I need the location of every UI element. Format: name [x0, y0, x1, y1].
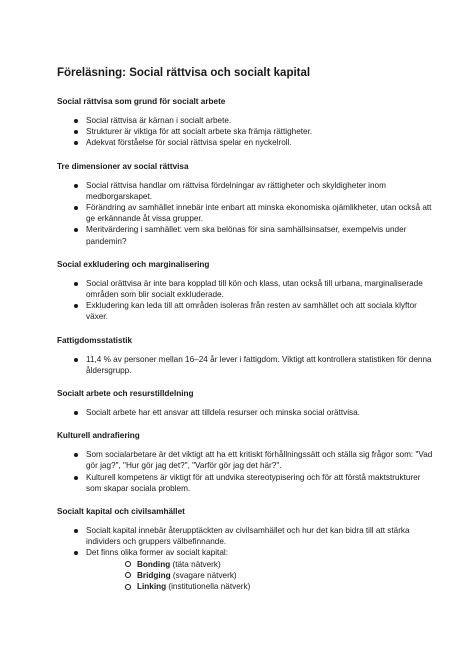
- section-heading: Tre dimensioner av social rättvisa: [57, 161, 189, 171]
- bullet-list: [57, 278, 434, 323]
- bullet-icon: [74, 130, 78, 134]
- bullet-icon: [74, 282, 78, 286]
- circle-bullet-icon: [125, 572, 131, 578]
- bullet-list: [57, 449, 434, 494]
- bullet-icon: [74, 228, 78, 232]
- list-item: Social rättvisa är kärnan i socialt arbete.: [57, 115, 434, 126]
- bullet-icon: [74, 411, 78, 415]
- bullet-list: [57, 354, 434, 376]
- circle-bullet-icon: [125, 584, 131, 590]
- sub-list-item: Linking (institutionella nätverk): [86, 581, 434, 592]
- bullet-icon: [74, 358, 78, 362]
- bullet-icon: [74, 476, 78, 480]
- section-heading: Fattigdomsstatistik: [57, 335, 133, 345]
- section-heading: Social rättvisa som grund för socialt arbete: [57, 97, 226, 106]
- list-item: 11,4 % av personer mellan 16–24 år lever i fattigdom. Viktigt att kontrollera statistiken för denna åldersgrupp.: [57, 354, 434, 376]
- list-item: Strukturer är viktiga för att socialt arbete ska främja rättigheter.: [57, 126, 434, 137]
- list-item: Det finns olika former av socialt kapital: Bonding (täta nätverk) Bridging (svagare nätverk) Linking (institutionella nätverk): [57, 547, 434, 592]
- bullet-list: [57, 115, 434, 149]
- list-item: Socialt arbete har ett ansvar att tilldela resurser och minska social orättvisa.: [57, 407, 434, 418]
- sub-list-item: Bonding (täta nätverk): [86, 559, 434, 570]
- section-heading: Socialt arbete och resurstilldelning: [57, 389, 194, 399]
- list-item: Social orättvisa är inte bara kopplad till kön och klass, utan också till urbana, marginaliserade områden som blir socialt exkluderade.: [57, 278, 434, 300]
- list-item: Social rättvisa handlar om rättvisa fördelningar av rättigheter och skyldigheter inom medborgarskapet.: [57, 180, 434, 202]
- bullet-icon: [74, 184, 78, 188]
- bullet-list: [57, 407, 434, 418]
- list-item: Exkludering kan leda till att områden isoleras från resten av samhället och att sociala klyftor växer.: [57, 300, 434, 322]
- bullet-list: [57, 525, 434, 592]
- bullet-icon: [74, 206, 78, 210]
- list-item: Som socialarbetare är det viktigt att ha ett kritiskt förhållningssätt och ställa sig frågor som: "Vad gör jag?", "Hur gör jag det?", "Varför gör jag det här?".: [57, 449, 434, 471]
- list-item: Adekvat förståelse för social rättvisa spelar en nyckelroll.: [57, 137, 434, 148]
- section-heading: Socialt kapital och civilsamhället: [57, 507, 185, 517]
- bullet-icon: [74, 304, 78, 308]
- list-item: Socialt kapital innebär återupptäckten av civilsamhället och hur det kan bidra till att stärka individers och gruppers välbefinnande.: [57, 525, 434, 547]
- section-heading: Kulturell andrafiering: [57, 431, 140, 441]
- list-item: Förändring av samhället innebär inte enbart att minska ekonomiska ojämlikheter, utan också att ge erkännande åt vissa grupper.: [57, 202, 434, 224]
- list-item: Meritvärdering i samhället: vem ska belönas för sina samhällsinsatser, exempelvis under pandemin?: [57, 224, 434, 246]
- section-heading: Social exkludering och marginalisering: [57, 259, 210, 269]
- sub-list-item: Bridging (svagare nätverk): [86, 570, 434, 581]
- list-item: Kulturell kompetens är viktigt för att undvika stereotypisering och för att förstå maktstrukturer som skapar sociala problem.: [57, 472, 434, 494]
- bullet-icon: [74, 141, 78, 145]
- bullet-icon: [74, 551, 78, 555]
- circle-bullet-icon: [125, 561, 131, 567]
- bullet-list: [57, 180, 434, 247]
- sub-bullet-list: [86, 559, 434, 593]
- bullet-icon: [74, 119, 78, 123]
- bullet-icon: [74, 529, 78, 533]
- document-title: Föreläsning: Social rättvisa och socialt kapital: [57, 67, 311, 79]
- bullet-icon: [74, 453, 78, 457]
